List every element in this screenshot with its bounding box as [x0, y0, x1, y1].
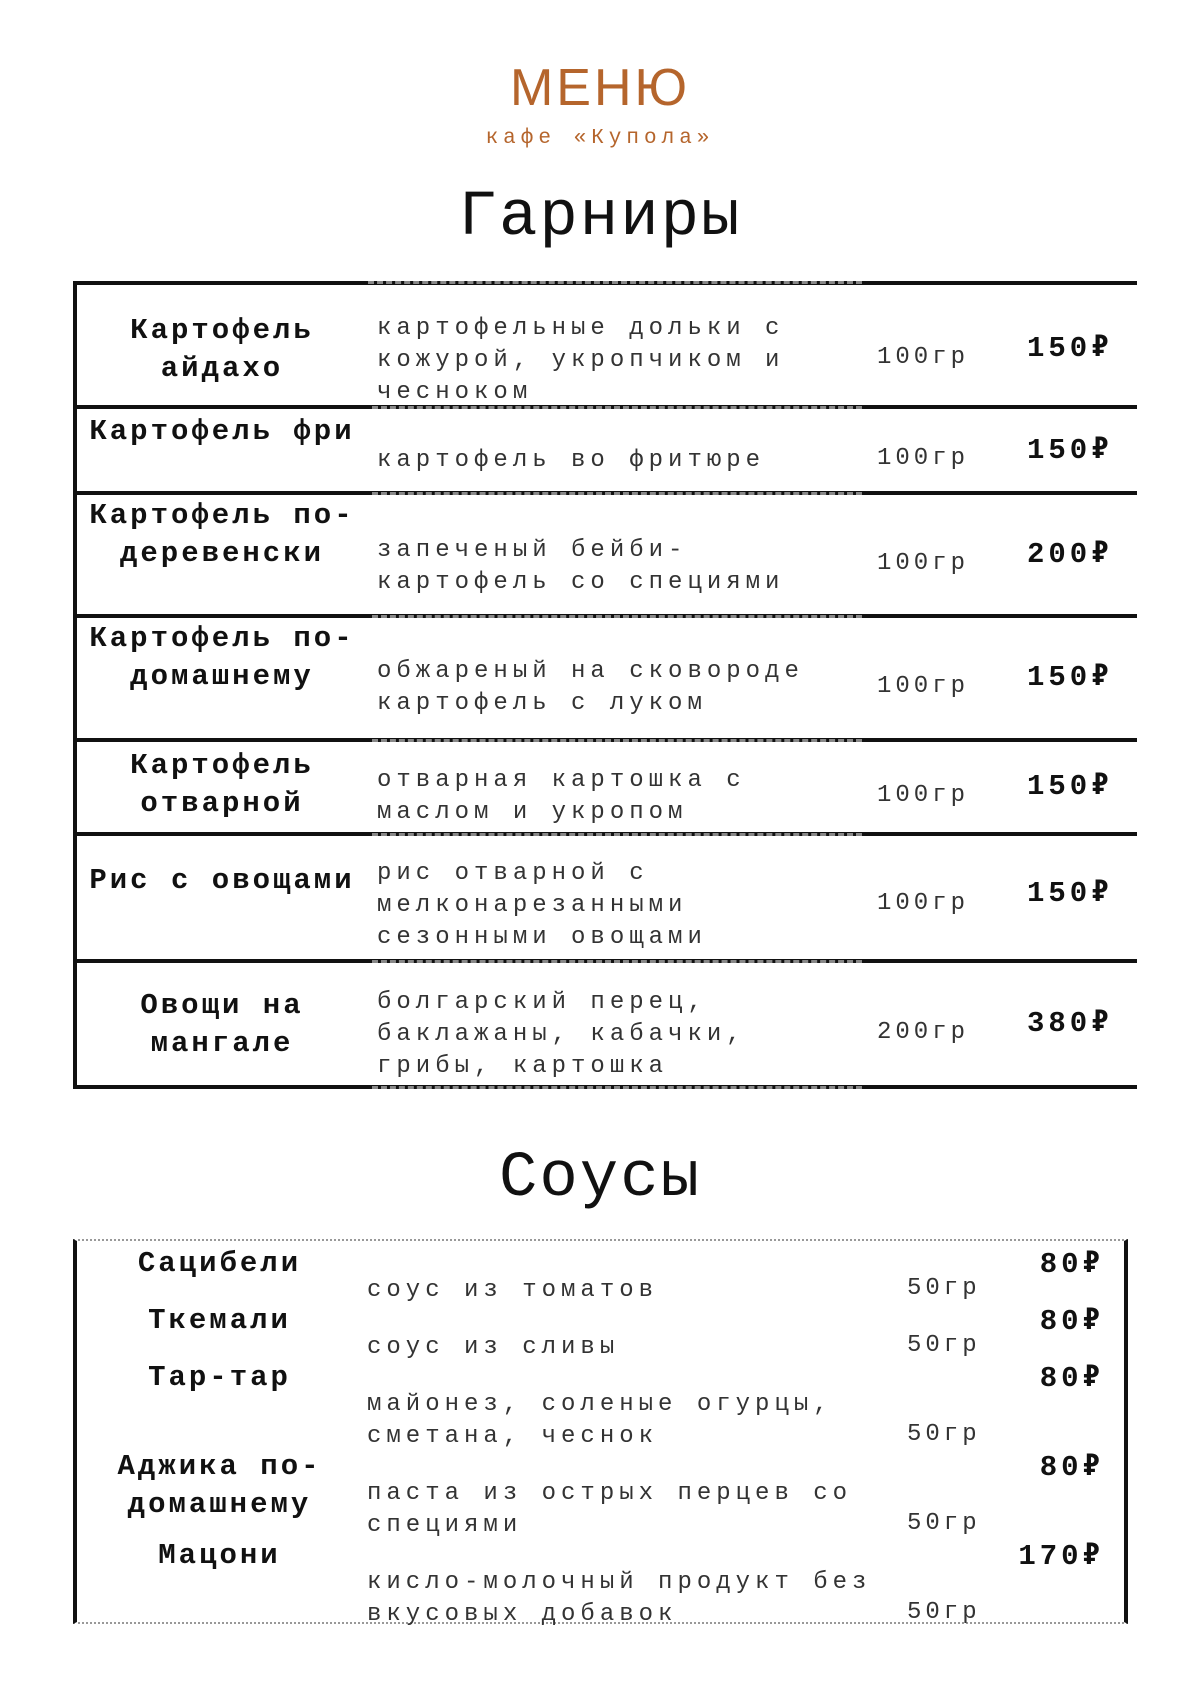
sauce-name: Сацибели — [137, 1247, 302, 1280]
sauce-description: соус из сливы — [367, 1334, 620, 1361]
sauce-description: кисло-молочный продукт без вкусовых добавок — [367, 1569, 872, 1628]
sauce-weight: 50гр — [907, 1332, 981, 1359]
dish-name: Картофель по-деревенски — [89, 499, 355, 570]
sauce-name: Тар-тар — [148, 1361, 291, 1394]
sauce-price: 170₽ — [1018, 1540, 1104, 1573]
dish-description: обжареный на сковороде картофель с луком — [377, 658, 804, 717]
dish-weight: 100гр — [877, 445, 970, 472]
dish-description: рис отварной с мелконарезанными сезонными овощами — [377, 860, 707, 951]
dish-weight: 100гр — [877, 550, 970, 577]
sauce-name: Ткемали — [148, 1304, 291, 1337]
dish-price: 150₽ — [1027, 770, 1113, 803]
sauce-weight: 50гр — [907, 1510, 981, 1537]
cafe-name: кафе «Купола» — [485, 127, 715, 150]
table-row — [77, 285, 1137, 409]
dish-price: 150₽ — [1027, 332, 1113, 365]
sauce-name: Мацони — [158, 1539, 281, 1572]
dish-name: Рис с овощами — [89, 864, 355, 897]
sauce-price: 80₽ — [1039, 1248, 1104, 1281]
dish-name: Картофель отварной — [130, 749, 314, 820]
dish-price: 150₽ — [1027, 434, 1113, 467]
table-row — [77, 409, 1137, 495]
dish-name: Овощи на мангале — [140, 989, 304, 1060]
dish-weight: 200гр — [877, 1019, 970, 1046]
table-row — [77, 742, 1137, 836]
dish-description: запеченый бейби-картофель со специями — [377, 537, 785, 596]
dish-weight: 100гр — [877, 890, 970, 917]
dish-description: болгарский перец, баклажаны, кабачки, грибы, картошка — [377, 989, 746, 1080]
dish-price: 380₽ — [1027, 1007, 1113, 1040]
dish-price: 200₽ — [1027, 538, 1113, 571]
table-row — [77, 836, 1137, 963]
sauce-weight: 50гр — [907, 1275, 981, 1302]
sauce-weight: 50гр — [907, 1421, 981, 1448]
dish-price: 150₽ — [1027, 661, 1113, 694]
section-title-garniry: Гарниры — [458, 182, 742, 254]
sauce-name: Аджика по-домашнему — [117, 1450, 322, 1521]
sauce-description: майонез, соленые огурцы, сметана, чеснок — [367, 1391, 833, 1450]
dish-name: Картофель айдахо — [130, 314, 314, 385]
sauce-price: 80₽ — [1039, 1305, 1104, 1338]
menu-title: МЕНЮ — [509, 59, 691, 117]
table-row — [77, 618, 1137, 742]
sauce-price: 80₽ — [1039, 1451, 1104, 1484]
table-row — [77, 963, 1137, 1089]
sauce-description: паста из острых перцев со специями — [367, 1480, 853, 1539]
garnish-table — [73, 285, 1137, 1089]
dish-weight: 100гр — [877, 673, 970, 700]
dish-description: картофель во фритюре — [377, 447, 766, 474]
dish-weight: 100гр — [877, 344, 970, 371]
dish-name: Картофель по-домашнему — [89, 622, 355, 693]
section-title-sousy: Соусы — [498, 1143, 702, 1215]
dish-description: картофельные дольки с кожурой, укропчиком и чесноком — [377, 315, 785, 406]
dish-description: отварная картошка с маслом и укропом — [377, 767, 746, 826]
sauce-weight: 50гр — [907, 1599, 981, 1626]
dish-name: Картофель фри — [89, 415, 355, 448]
sauce-description: соус из томатов — [367, 1277, 659, 1304]
dish-price: 150₽ — [1027, 877, 1113, 910]
dish-weight: 100гр — [877, 782, 970, 809]
sauce-table — [73, 1239, 1128, 1628]
sauce-price: 80₽ — [1039, 1362, 1104, 1395]
table-row — [77, 495, 1137, 618]
